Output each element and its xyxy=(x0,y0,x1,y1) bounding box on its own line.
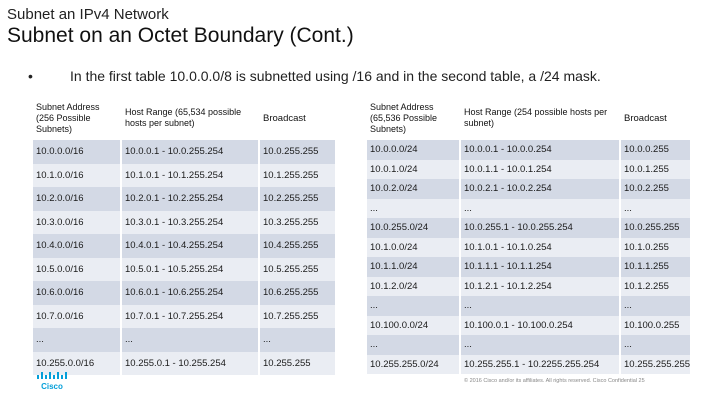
table-cell: 10.1.2.255 xyxy=(620,277,690,297)
footer-copyright: © 2016 Cisco and/or its affiliates. All rights reserved. Cisco Confidential 25 xyxy=(464,378,645,384)
table-cell: ... xyxy=(620,199,690,219)
table-row xyxy=(367,257,690,277)
table-cell: ... xyxy=(620,296,690,316)
table-cell: 10.1.2.0/24 xyxy=(367,277,460,297)
table-cell: ... xyxy=(121,328,259,352)
subnet-table-16 xyxy=(33,96,335,375)
table-cell: 10.2.255.255 xyxy=(259,187,335,211)
table-cell: 10.255.0.0/16 xyxy=(33,352,121,376)
table-cell: 10.0.0.255 xyxy=(620,140,690,160)
table-cell: 10.3.0.1 - 10.3.255.254 xyxy=(121,211,259,235)
table-row xyxy=(33,164,335,188)
table-cell: 10.100.0.255 xyxy=(620,316,690,336)
cisco-logo-text: Cisco xyxy=(41,382,63,391)
table-row xyxy=(33,140,335,164)
table-cell: 10.255.255.255 xyxy=(620,355,690,375)
table-cell: 10.4.0.1 - 10.4.255.254 xyxy=(121,234,259,258)
table-cell: ... xyxy=(460,199,620,219)
table-row xyxy=(33,234,335,258)
table-cell: 10.255.255.1 - 10.2255.255.254 xyxy=(460,355,620,375)
table-cell: 10.2.0.0/16 xyxy=(33,187,121,211)
cisco-logo xyxy=(36,370,70,392)
table-cell: ... xyxy=(33,328,121,352)
table-cell: 10.0.2.0/24 xyxy=(367,179,460,199)
table-cell: 10.1.1.0/24 xyxy=(367,257,460,277)
table-cell: ... xyxy=(620,335,690,355)
table-row xyxy=(33,258,335,282)
column-header: Broadcast xyxy=(620,96,690,140)
bullet-mark: • xyxy=(28,68,33,84)
table-cell: 10.0.1.1 - 10.0.1.254 xyxy=(460,160,620,180)
slide-title: Subnet on an Octet Boundary (Cont.) xyxy=(7,24,354,47)
table-row xyxy=(33,305,335,329)
table-cell: 10.7.255.255 xyxy=(259,305,335,329)
table-cell: 10.4.0.0/16 xyxy=(33,234,121,258)
table-cell: 10.6.0.0/16 xyxy=(33,281,121,305)
table-row xyxy=(367,238,690,258)
table-cell: 10.3.0.0/16 xyxy=(33,211,121,235)
table-cell: 10.0.1.0/24 xyxy=(367,160,460,180)
subnet-table-24 xyxy=(367,96,690,374)
table-cell: 10.0.255.0/24 xyxy=(367,218,460,238)
table-row xyxy=(367,296,690,316)
table-row xyxy=(367,160,690,180)
table-cell: 10.0.255.255 xyxy=(620,218,690,238)
table-cell: 10.6.255.255 xyxy=(259,281,335,305)
table-cell: 10.5.0.0/16 xyxy=(33,258,121,282)
table-row xyxy=(367,316,690,336)
column-header: Host Range (65,534 possible hosts per subnet) xyxy=(121,96,259,140)
table-cell: 10.0.1.255 xyxy=(620,160,690,180)
table-cell: 10.255.255.0/24 xyxy=(367,355,460,375)
table-cell: 10.0.0.0/16 xyxy=(33,140,121,164)
table-cell: 10.1.1.255 xyxy=(620,257,690,277)
column-header: Subnet Address (256 Possible Subnets) xyxy=(33,96,121,140)
column-header: Host Range (254 possible hosts per subnet) xyxy=(460,96,620,140)
table-row xyxy=(367,218,690,238)
table-row xyxy=(367,277,690,297)
table-cell: 10.1.0.0/24 xyxy=(367,238,460,258)
table-row xyxy=(33,187,335,211)
slide-supertitle: Subnet an IPv4 Network xyxy=(7,6,169,23)
table-cell: 10.0.0.1 - 10.0.255.254 xyxy=(121,140,259,164)
table-cell: 10.5.0.1 - 10.5.255.254 xyxy=(121,258,259,282)
table-cell: 10.100.0.0/24 xyxy=(367,316,460,336)
table-row xyxy=(367,335,690,355)
table-row xyxy=(367,355,690,375)
table-header-row xyxy=(367,96,690,140)
table-row xyxy=(33,352,335,376)
table-cell: ... xyxy=(367,296,460,316)
table-cell: ... xyxy=(460,296,620,316)
table-header-row xyxy=(33,96,335,140)
table-cell: 10.7.0.0/16 xyxy=(33,305,121,329)
table-cell: 10.0.0.1 - 10.0.0.254 xyxy=(460,140,620,160)
table-row xyxy=(367,199,690,219)
table-cell: 10.1.1.1 - 10.1.1.254 xyxy=(460,257,620,277)
table-cell: 10.0.2.255 xyxy=(620,179,690,199)
table-row xyxy=(33,211,335,235)
table-cell: 10.7.0.1 - 10.7.255.254 xyxy=(121,305,259,329)
table-cell: 10.1.2.1 - 10.1.2.254 xyxy=(460,277,620,297)
table-cell: 10.100.0.1 - 10.100.0.254 xyxy=(460,316,620,336)
table-cell: 10.5.255.255 xyxy=(259,258,335,282)
table-cell: 10.1.0.1 - 10.1.0.254 xyxy=(460,238,620,258)
table-cell: 10.1.0.255 xyxy=(620,238,690,258)
table-row xyxy=(367,179,690,199)
table-cell: 10.2.0.1 - 10.2.255.254 xyxy=(121,187,259,211)
column-header: Broadcast xyxy=(259,96,335,140)
table-cell: ... xyxy=(367,335,460,355)
table-cell: 10.255.255 xyxy=(259,352,335,376)
table-cell: ... xyxy=(259,328,335,352)
table-cell: 10.0.255.255 xyxy=(259,140,335,164)
column-header: Subnet Address (65,536 Possible Subnets) xyxy=(367,96,460,140)
table-cell: 10.0.2.1 - 10.0.2.254 xyxy=(460,179,620,199)
table-cell: 10.0.0.0/24 xyxy=(367,140,460,160)
table-row xyxy=(33,328,335,352)
bullet-text: In the first table 10.0.0.0/8 is subnetted using /16 and in the second table, a /24 mask. xyxy=(70,68,601,84)
table-cell: 10.1.255.255 xyxy=(259,164,335,188)
table-cell: 10.0.255.1 - 10.0.255.254 xyxy=(460,218,620,238)
table-row xyxy=(367,140,690,160)
table-cell: ... xyxy=(460,335,620,355)
table-cell: 10.6.0.1 - 10.6.255.254 xyxy=(121,281,259,305)
table-row xyxy=(33,281,335,305)
table-cell: 10.4.255.255 xyxy=(259,234,335,258)
table-cell: 10.255.0.1 - 10.255.254 xyxy=(121,352,259,376)
table-cell: ... xyxy=(367,199,460,219)
table-cell: 10.3.255.255 xyxy=(259,211,335,235)
table-cell: 10.1.0.1 - 10.1.255.254 xyxy=(121,164,259,188)
table-cell: 10.1.0.0/16 xyxy=(33,164,121,188)
